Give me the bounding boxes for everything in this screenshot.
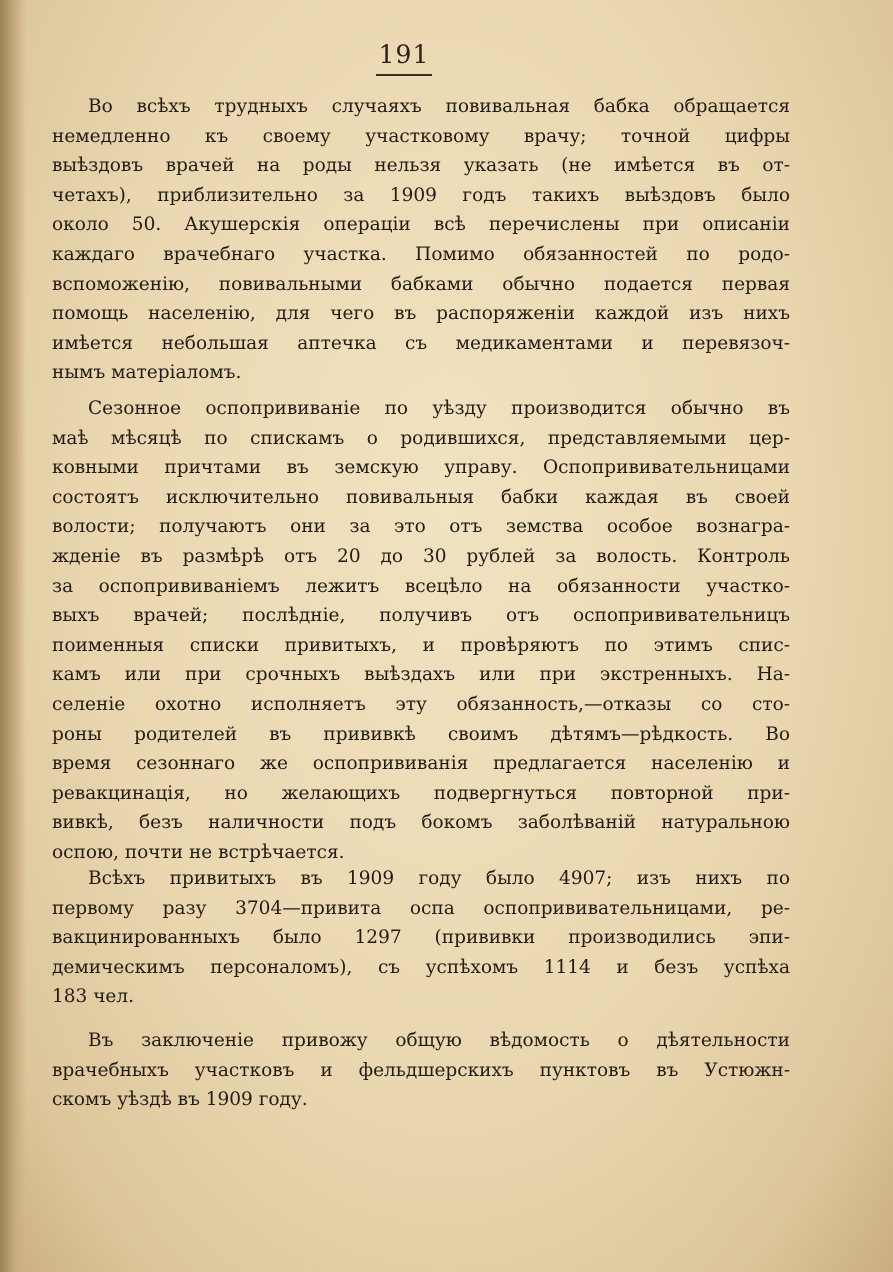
- text-line: демическимъ персоналомъ), съ успѣхомъ 1114 и безъ успѣха: [52, 956, 790, 978]
- page-binding-shadow: [0, 0, 26, 1272]
- text-line: вакцинированныхъ было 1297 (прививки производились эпи-: [52, 927, 790, 949]
- text-line: состоятъ исключительно повивальныя бабки каждая въ своей: [52, 486, 790, 508]
- text-line: ревакцинація, но желающихъ подвергнуться повторной при-: [52, 782, 790, 804]
- text-line: время сезоннаго же оспопрививанія предлагается населенію и: [52, 753, 790, 775]
- text-line: волости; получаютъ они за это отъ земства особое вознагра-: [52, 516, 790, 538]
- text-line: около 50. Акушерскія операціи всѣ перечислены при описаніи: [52, 214, 790, 236]
- text-line: скомъ уѣздѣ въ 1909 году.: [52, 1089, 308, 1111]
- text-line: вспоможенію, повивальными бабками обычно подается первая: [52, 273, 790, 295]
- text-line: селеніе охотно исполняетъ эту обязанность,—отказы со сто-: [52, 693, 790, 715]
- text-line: маѣ мѣсяцѣ по спискамъ о родившихся, представляемыми цер-: [52, 427, 790, 449]
- text-line: роны родителей въ прививкѣ своимъ дѣтямъ—рѣдкость. Во: [52, 723, 790, 745]
- text-line: немедленно къ своему участковому врачу; точной цифры: [52, 125, 790, 147]
- text-line: врачебныхъ участковъ и фельдшерскихъ пунктовъ въ Устюжн-: [52, 1059, 790, 1081]
- page-number: 191: [378, 40, 430, 69]
- text-line: Во всѣхъ трудныхъ случаяхъ повивальная бабка обращается: [88, 96, 790, 117]
- text-line: камъ или при срочныхъ выѣздахъ или при экстренныхъ. На-: [52, 664, 790, 686]
- text-line: четахъ), приблизительно за 1909 годъ такихъ выѣздовъ было: [52, 184, 790, 206]
- paragraph-conclusion: [52, 1026, 790, 1115]
- text-line: Всѣхъ привитыхъ въ 1909 году было 4907; изъ нихъ по: [88, 868, 790, 889]
- text-line: 183 чел.: [52, 986, 135, 1008]
- text-line: первому разу 3704—привита оспа оспопрививательницами, ре-: [52, 897, 790, 919]
- text-line: нымъ матеріаломъ.: [52, 362, 242, 384]
- text-line: каждаго врачебнаго участка. Помимо обязанностей по родо-: [52, 243, 790, 265]
- paragraph-statistics: [52, 864, 790, 1012]
- text-line: поименныя списки привитыхъ, и провѣряютъ по этимъ спис-: [52, 634, 790, 656]
- text-line: ковными причтами въ земскую управу. Оспопрививательницами: [52, 457, 790, 479]
- text-line: Сезонное оспопрививаніе по уѣзду производится обычно въ: [88, 398, 790, 419]
- text-line: имѣется небольшая аптечка съ медикаментами и перевязоч-: [52, 332, 790, 354]
- paragraph-vaccination: [52, 394, 790, 868]
- text-line: помощь населенію, для чего въ распоряженіи каждой изъ нихъ: [52, 303, 790, 325]
- text-line: вивкѣ, безъ наличности подъ бокомъ заболѣваній натуральною: [52, 812, 790, 834]
- text-line: жденіе въ размѣрѣ отъ 20 до 30 рублей за волость. Контроль: [52, 545, 790, 567]
- text-line: выѣздовъ врачей на роды нельзя указать (не имѣется въ от-: [52, 155, 790, 177]
- text-line: выхъ врачей; послѣдніе, получивъ отъ оспопрививательницъ: [52, 605, 790, 627]
- text-line: за оспопрививаніемъ лежитъ всецѣло на обязанности участко-: [52, 575, 790, 597]
- text-line: оспою, почти не встрѣчается.: [52, 841, 345, 863]
- paragraph-midwife-duties: [52, 92, 790, 388]
- page-number-rule: [376, 74, 432, 76]
- text-line: Въ заключеніе привожу общую вѣдомость о дѣятельности: [88, 1030, 790, 1051]
